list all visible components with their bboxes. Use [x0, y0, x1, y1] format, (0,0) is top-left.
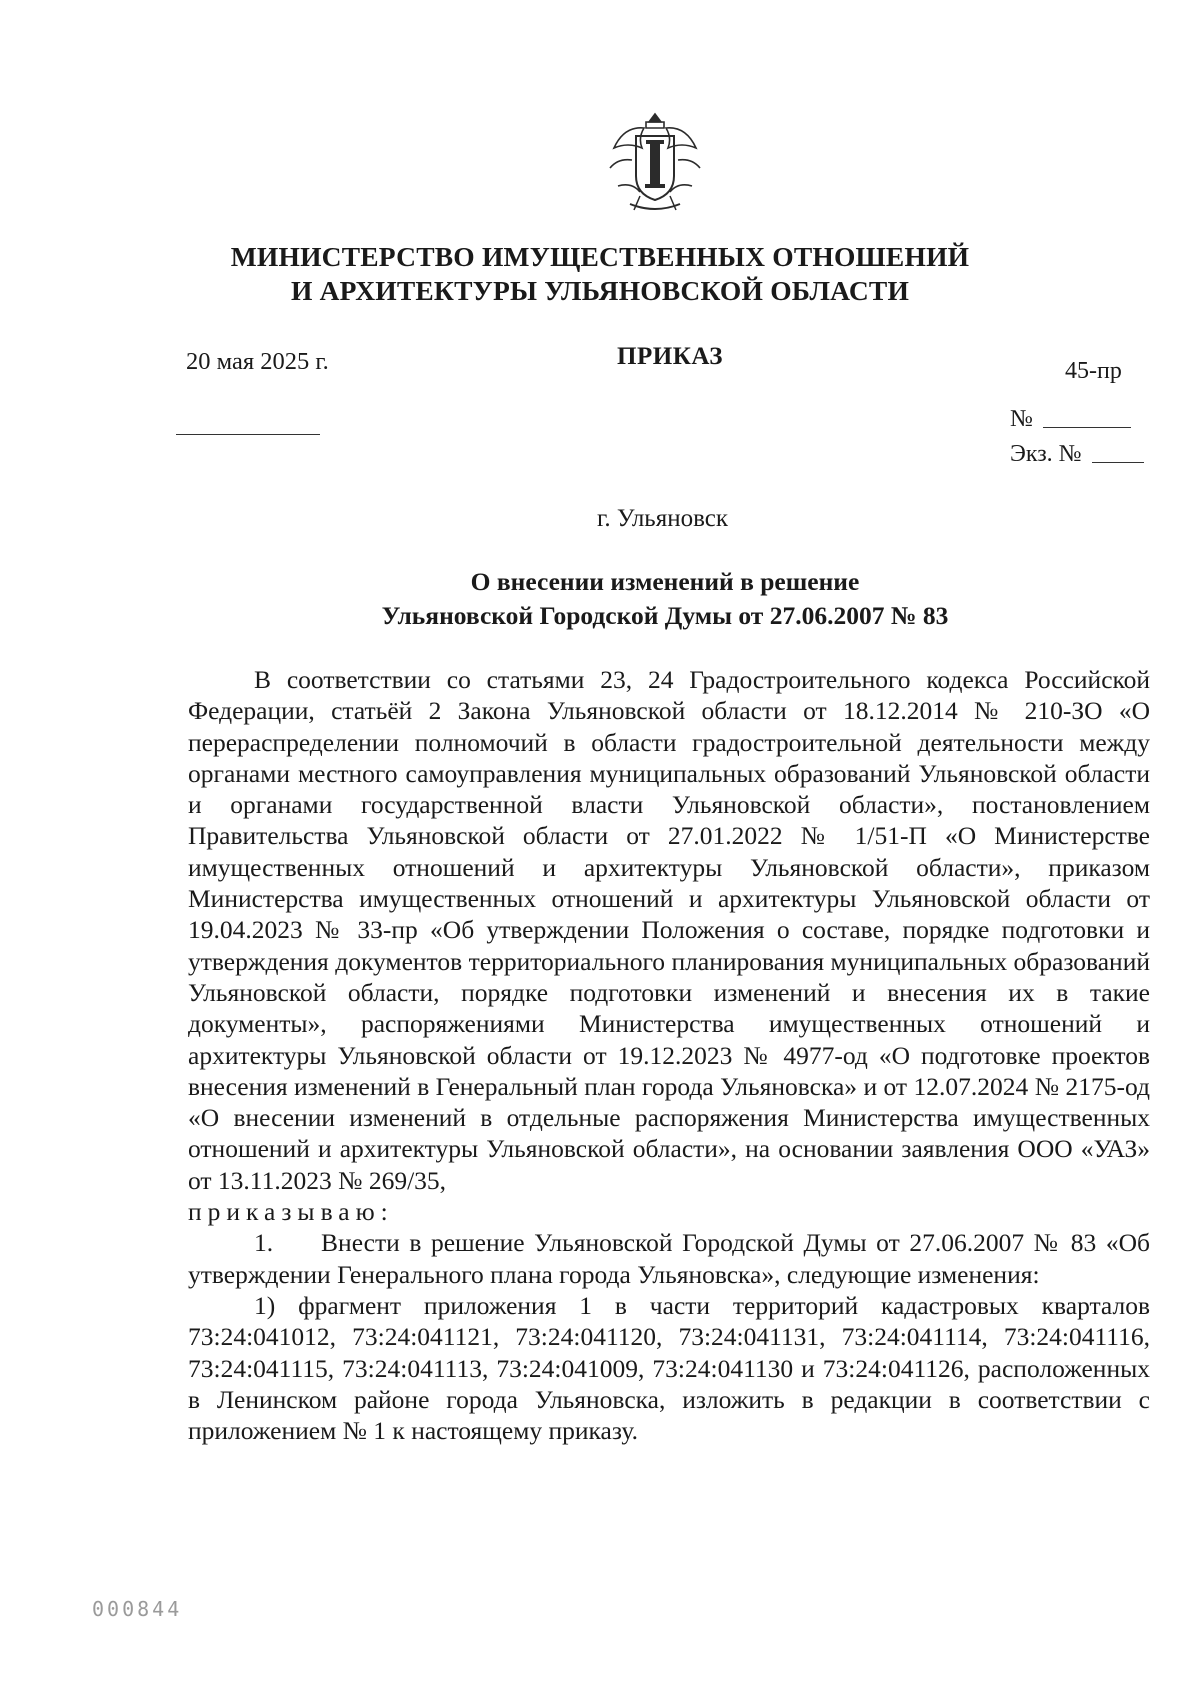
item-1-paragraph: 1. Внести в решение Ульяновской Городской Думы от 27.06.2007 № 83 «Об утверждении Генерального плана города Ульяновска», следующие изменения:	[188, 1228, 1150, 1289]
order-date: 20 мая 2025 г.	[186, 348, 329, 375]
order-number: 45-пр	[1065, 358, 1122, 384]
subject-line-1: О внесении изменений в решение	[470, 567, 860, 596]
document-subject	[0, 565, 1200, 633]
item-1-1-paragraph: 1) фрагмент приложения 1 в части территорий кадастровых кварталов 73:24:041012, 73:24:041121, 73:24:041120, 73:24:041131, 73:24:041114, 73:24:041116, 73:24:041115, 73:24:041113, 73:24:041009, 73:24:041130 и 73:24:041126, расположенных в Ленинском районе города Ульяновска, изложить в редакции в соответствии с приложением № 1 к настоящему приказу.	[188, 1290, 1150, 1446]
subject-line-2: Ульяновской Городской Думы от 27.06.2007 № 83	[381, 601, 949, 630]
document-type-title: ПРИКАЗ	[617, 343, 723, 370]
copy-number-label: Экз. №	[1010, 441, 1082, 467]
copy-number-field	[1010, 440, 1144, 468]
preamble-paragraph	[188, 664, 1150, 1227]
city: г. Ульяновск	[597, 505, 728, 532]
order-word: приказываю:	[188, 1197, 394, 1227]
document-body	[188, 664, 1150, 1446]
registration-number-label: №	[1010, 406, 1033, 432]
coat-of-arms-icon	[600, 108, 710, 218]
preamble-text: В соответствии со статьями 23, 24 Градостроительного кодекса Российской Федерации, статьёй 2 Закона Ульяновской области от 18.12.2014 № 210-ЗО «О перераспределении полномочий в области градостроительной деятельности между органами местного самоуправления муниципальных образований Ульяновской области и органами государственной власти Ульяновской области», постановлением Правительства Ульяновской области от 27.01.2022 № 1/51-П «О Министерстве имущественных отношений и архитектуры Ульяновской области», приказом Министерства имущественных отношений и архитектуры Ульяновской области от 19.04.2023 № 33-пр «Об утверждении Положения о составе, порядке подготовки и утверждения документов территориального планирования муниципальных образований Ульяновской области, порядке подготовки изменений и внесения их в такие документы», распоряжениями Министерства имущественных отношений и архитектуры Ульяновской области от 19.12.2023 № 4977-од «О подготовке проектов внесения изменений в Генеральный план города Ульяновска» и от 12.07.2024 № 2175-од «О внесении изменений в отдельные распоряжения Министерства имущественных отношений и архитектуры Ульяновской области», на основании заявления ООО «УАЗ» от 13.11.2023 № 269/35,	[188, 665, 1150, 1195]
organization-line-2: И АРХИТЕКТУРЫ УЛЬЯНОВСКОЙ ОБЛАСТИ	[290, 275, 910, 306]
copy-number-blank	[1092, 440, 1144, 463]
registration-number-field	[1010, 405, 1131, 433]
date-underline	[176, 434, 320, 435]
page-stamp: 000844	[92, 1597, 183, 1621]
organization-name	[0, 240, 1200, 308]
registration-number-blank	[1043, 405, 1131, 428]
organization-line-1: МИНИСТЕРСТВО ИМУЩЕСТВЕННЫХ ОТНОШЕНИЙ	[230, 241, 970, 272]
